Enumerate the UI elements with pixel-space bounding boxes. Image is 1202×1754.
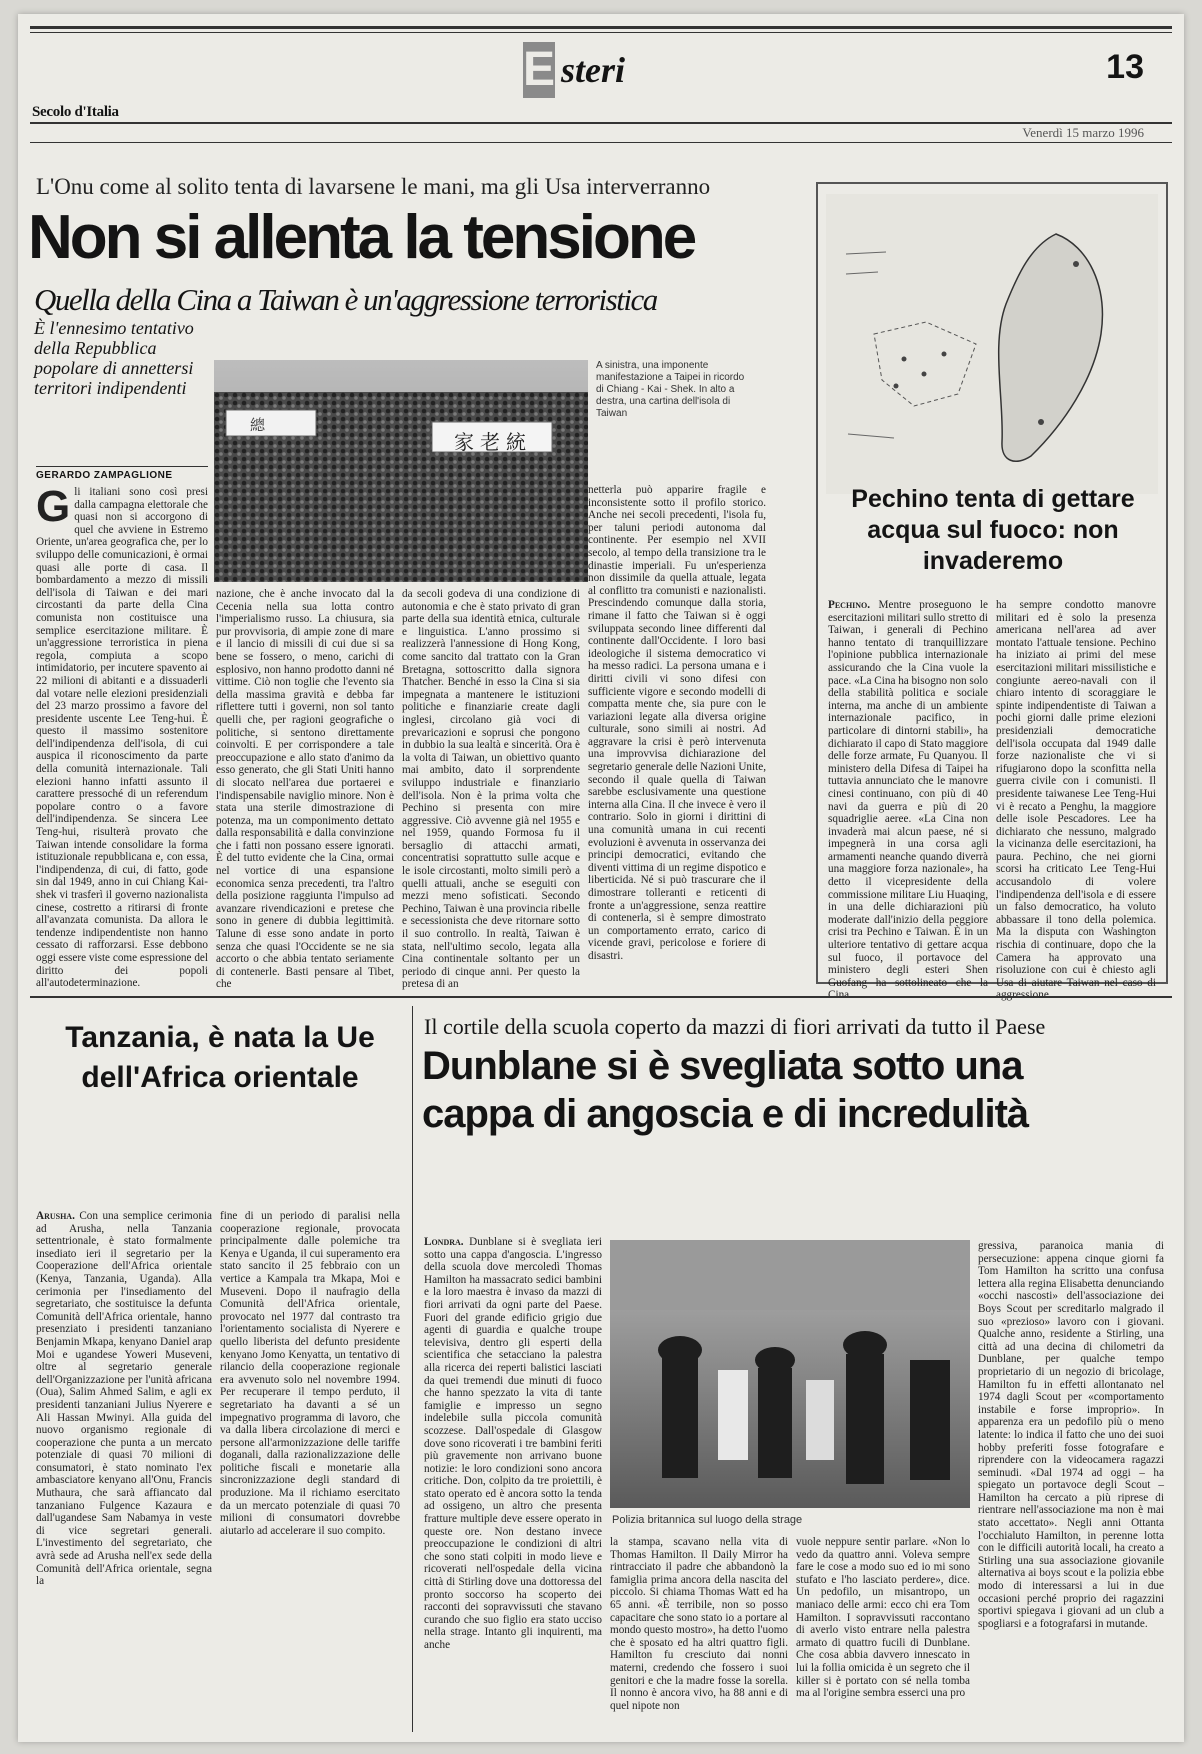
dunblane-dateline: Londra. (424, 1236, 464, 1248)
mid-divider (30, 996, 1172, 998)
side-headline: Pechino tenta di gettare acqua sul fuoco: non invaderemo (851, 485, 1135, 575)
banner-right-text: 家老統 (454, 430, 532, 454)
section-name: steri (561, 50, 626, 90)
main-column-3 (402, 588, 580, 991)
tanzania-column-1-text: Con una semplice cerimonia ad Arusha, nella Tanzania settentrionale, è stato formalmente insediato ieri il segretario per la Cooperazione dell'Africa orientale (Kenya, Tanzania, Uganda). Alla cerimonia per l'insediamento del segretariato, che sostituisce la defunta Comunità dell'Africa orientale, hanno presenziato i presidenti tanzaniano Benjamin Mkapa, kenyano Daniel arap Moi e ugandese Yoweri Museveni, oltre al segretario generale dell'Organizzazione per l'unità africana (Oua), Salim Ahmed Salim, e agli ex presidenti tanzaniani Julius Nyerere e Ali Hassan Mwinyi. Alla guida del nuovo organismo regionale di cooperazione che punta a un mercato potenziale di quasi 70 milioni di consumatori, è stato nominato l'ex ambasciatore kenyano all'Onu, Francis Muthaura, che sarà affiancato dal tanzaniano Fulgence Kazaura e dall'ugandese Sam Nabamya in veste di vice segretari generali. L'investimento del segretariato, che avrà sede ad Arusha nell'ex sede della Comunità dell'Africa orientale, segna la (36, 1210, 212, 1588)
main-column-4-text: netterla può apparire fragile e inconsistente sotto il profilo storico. Anche nei secoli precedenti, l'isola fu, per taluni periodi autonoma dal continente. Per esempio nel XVII secolo, al tempo della transizione tra le dinastie imperiali. Fu un'esperienza non dissimile da quella attuale, legata al conflitto tra comunisti e nazionalisti. Prescindendo comunque dalla storia, rimane il fatto che Taiwan si è oggi sviluppata secondo linee differenti dal continente dall'Occidente. I loro basi ideologiche il sistema democratico vi ha messo radici. La persona umana e i diritti civili vi sono difesi con sufficiente vigore e secondo modelli di compatta mente che, sia pure con le variazioni legate alla diversa origine culturale, sono simili ai nostri. Ad aggravare la crisi è però intervenuta una improvvisa dichiarazione del segretario generale delle Nazioni Unite, secondo il quale quella di Taiwan sarebbe esclusivamente una questione interna alla Cina. Il che invece è vero il contrario. Solo in giorni i dirittini di una comunità umana in cui recenti evoluzioni è avvenuta in osservanza dei principi democratici, evitando che diventi vittima di un regime dispotico e liberticida. Né si può trascurare che il dimostrare tolleranti e reticenti di fronte a un'aggressione, senza reattire di contenerla, si è sempre dimostrato un comportamento errato, carico di vicende gravi, pericolose e foriere di disastri. (588, 484, 767, 962)
main-subheadline: Quella della Cina a Taiwan è un'aggressione terroristica (34, 282, 657, 317)
main-column-1-text: li italiani sono così presi dalla campagna elettorale che quasi non si accorgono di quel che avviene in Estremo Oriente, un'area geografica che, per lo sviluppo delle comunicazioni, è ormai quasi alle porte di casa. Il bombardamento a mezzo di missili dell'isola di Taiwan e dei mari circostanti da parte della Cina comunista non costituisce una semplice esercitazione militare. È un'aggressione terroristica in piena regola, compiuta a scopo intimidatorio, per incutere spavento ai 22 milioni di abitanti e a dissuaderli dal votare nelle elezioni presidenziali del 23 marzo prossimo a favore del presidente uscente Lee Teng-hui. È questo il massimo sostenitore dell'indipendenza dell'isola, di cui auspica il riconoscimento da parte della comunità internazionale. Tali elezioni hanno infatti assunto il carattere pressoché di un referendum popolare contro o a favore dell'indipendenza. Se sincera Lee Teng-hui, risulterà provato che Taiwan intende consolidare la forma istituzionale repubblicana e, con essa, l'indipendenza, di cui, di fatto, gode sin dal 1949, anno in cui Chiang Kai-shek vi trasferì il governo nazionalista cinese, costretto a ritirarsi di fronte all'avanzata comunista. Da allora le tendenze indipendentiste non hanno cessato di rafforzarsi. Esse debbono oggi essere viste come espressione del diritto dei popoli all'autodeterminazione. (36, 486, 208, 990)
side-column-2-text: ha sempre condotto manovre militari ed è solo la presenza americana nell'area ad aver montato l'attuale tensione. Pechino ha iniziato ai primi del mese esercitazioni militari missilistiche e congiunte aereo-navali con il chiaro intento di scoraggiare le spinte indipendentiste di Taiwan a pochi giorni dalle prime elezioni presidenziali democratiche dell'isola occupata dal 1949 dalle forze nazionaliste che vi si rifugiarono dopo la sconfitta nella guerra civile con i comunisti. Il presidente taiwanese Lee Teng-Hui vi è recato a Penghu, la maggiore delle isole Pescadores. Lee ha dichiarato che nessuno, malgrado la vicinanza delle esercitazioni, ha paura. Pechino, che nei giorni scorsi ha criticato Lee Teng-Hui accusandolo di volere l'indipendenza dell'isola e di essere un falso democratico, ha voluto abbassare il tono della polemica. Ma la disputa con Washington rischia di continuare, dopo che la Camera ha approvato una risoluzione con cui è chiesto agli Usa di aiutare Taiwan nel caso di (996, 599, 1156, 989)
photo-caption-dunblane: Polizia britannica sul luogo della strage (612, 1514, 803, 1526)
main-column-1 (36, 482, 208, 990)
header-top-rule (30, 26, 1172, 29)
tanzania-column-2 (220, 1210, 400, 1732)
dunblane-column-4-text: gressiva, paranoica mania di persecuzione: appena cinque giorni fa Tom Hamilton ha scritto una confusa lettera alla regina Elisabetta denunciando «occhi nascosti» dell'associazione dei Boys Scout per screditarlo malgrado il suo «prezioso» lavoro con i giovani. Qualche anno, residente a Stirling, una città ad una decina di chilometri da Dunblane, per qualche tempo proprietario di un negozio di bricolage, Hamilton fu in effetti allontanato nel 1974 dagli Scout per «comportamento instabile e forse improprio». In apparenza era un pedofilo più o meno latente: lo indica il fatto che uno dei suoi hobby preferiti fosse fotografare e riprendere con la videocamera ragazzi seminudi. «Dal 1974 ad oggi – ha spiegato un portavoce degli Scout – Hamilton ha cercato a più riprese di rientrare nell'associazione ma non è mai stato accettato». Negli anni Ottanta l'occhialuto Hamilton, in perenne lotta con le difficili autorità locali, ha creato a Stirling una sua associazione giovanile alternativa ai boys scout e la polizia ebbe modo di interessarsi a lui in due occasioni perché proprio dei ragazzini sportivi spiegava i giovani ad un club a spogliarsi e a fotografarsi in mutande. (978, 1240, 1164, 1630)
side-column-1-text: Mentre proseguono le esercitazioni militari sullo stretto di Taiwan, i generali di Pechino hanno tentato di tranquillizzare l'opinione pubblica internazionale assicurando che la Cina vuole la pace. «La Cina ha bisogno non solo della stabilità politica e sociale interna, ma anche di un ambiente internazionale pacifico, in particolare di dintorni stabili», ha dichiarato il capo di Stato maggiore delle forze armate, Fu Quanyou. Il ministero della Difesa di Taipei ha tuttavia annunciato che le manovre cinesi continuano, con più di 40 navi da guerra e più di 20 squadriglie aeree. «La Cina non invaderà mai alcun paese, né si impegnerà in una corsa agli armamenti neanche quando diverrà una maggiore forza nazionale», ha detto il vicepresidente della commissione militare Liu Huaqing, in una delle dichiarazioni più moderate dall'inizio della peggiore crisi tra Pechino e Taiwan. È in un ulteriore tentativo di gettare acqua sul fuoco, il portavoce del ministero degli esteri Shen Guofang ha sottolineato che la (828, 599, 989, 989)
main-column-3-text: da secoli godeva di una condizione di autonomia e che è stato privato di gran parte della sua identità etnica, culturale e linguistica. L'anno prossimo si realizzerà l'annessione di Hong Kong, come sancito dal trattato con la Gran Bretagna, sottoscritto dalla signora Thatcher. Benché in esso la Cina si sia impegnata a mantenere le istituzioni politiche e finanziarie create dagli inglesi, circolano già voci di prevaricazioni e soprusi che pongono in dubbio la sua lealtà e sincerità. Ora è la volta di Taiwan, un obiettivo quanto mai ambito, dato il sorprendente sviluppo industriale e finanziario dell'isola. Non è la prima volta che Pechino si presenta con mire aggressive. Ciò avvenne già nel 1955 e nel 1959, quando Formosa fu il bersaglio di attacchi armati, concentratisi soprattutto sulle acque e le isole circostanti, molto simili però a quelli attuali, anche se eseguiti con mezzi meno sofisticati. Secondo Pechino, Taiwan è una provincia ribelle e secessionista che deve ritornare sotto il suo controllo. In realtà, Taiwan è stata, nell'ultimo secolo, legata alla Cina continentale soltanto per un periodo di cinque anni. Per questo la pretesa di an (402, 588, 580, 991)
header-top-rule-thin (30, 32, 1172, 33)
tanzania-headline: Tanzania, è nata la Ue dell'Africa orientale (65, 1021, 375, 1094)
taipei-rally-photo (214, 360, 588, 582)
taiwan-map (826, 194, 1158, 494)
tanzania-column-2-text: fine di un periodo di paralisi nella cooperazione regionale, provocata principalmente dalle polemiche tra Kenya e Uganda, il cui superamento era stato sancito il 25 febbraio con un vertice a Kampala tra Mkapa, Moi e Museveni. Dopo il naufragio della Comunità dell'Africa orientale, provocato nel 1977 dal contrasto tra l'orientamento socialista di Nyerere e quello liberista del defunto presidente kenyano Jomo Kenyatta, un tentativo di rilancio della cooperazione regionale era avvenuto solo nel novembre 1994. Per recuperare il tempo perduto, il segretariato ha davanti a sé un impegnativo programma di lavoro, che va dalla libera circolazione di merci e persone all'armonizzazione delle tariffe doganali, dalla razionalizzazione delle politiche fiscali e monetarie alla sincronizzazione degli standard di produzione. Ma il richiamo esercitato da un mercato potenziale di quasi 70 milioni di consumatori dovrebbe aiutarlo ad accelerare il suo compito. (220, 1210, 400, 1537)
vertical-divider (412, 1006, 413, 1732)
main-column-4 (588, 484, 766, 986)
side-dateline: Pechino. (828, 599, 871, 611)
section-letter: E (523, 43, 556, 96)
masthead-rule (30, 122, 1172, 124)
main-summary: È l'ennesimo tentativo della Repubblica popolare di annettersi territori indipendenti (34, 318, 194, 398)
dunblane-column-4 (978, 1240, 1164, 1732)
photo-caption-taipei: A sinistra, una imponente manifestazione a Taipei in ricordo di Chiang - Kai - Shek. In alto a destra, una cartina dell'isola di Taiwan (596, 360, 745, 419)
dunblane-police-photo (610, 1240, 970, 1508)
issue-date: Venerdì 15 marzo 1996 (1022, 125, 1144, 140)
dunblane-column-3 (796, 1536, 970, 1732)
main-byline: GERARDO ZAMPAGLIONE (36, 466, 208, 481)
side-column-1 (828, 599, 989, 989)
main-column-2 (216, 588, 394, 991)
tanzania-column-1 (36, 1210, 212, 1732)
date-rule (30, 142, 1172, 143)
masthead: Secolo d'Italia (32, 104, 119, 120)
dunblane-column-1-text: Dunblane si è svegliata ieri sotto una cappa d'angoscia. L'ingresso della scuola dove mercoledì Thomas Hamilton ha massacrato sedici bambini e la loro maestra è invaso da mazzi di fiori arrivati da ogni parte del Paese. Fuori del grande edificio grigio due agenti di guardia e qualche troupe televisiva, dentro gli esperti della scientifica che setacciano la palestra alla ricerca dei reperti balistici lasciati da quei tremendi due minuti di fuoco che hanno spezzato la vita di tante famiglie e impresso un segno indelebile sulla piccola comunità scozzese. Dall'ospedale di Glasgow dove sono ricoverati i tre bambini feriti più gravemente non arrivano buone notizie: le loro condizioni sono ancora critiche. Don, colpito da tre proiettili, è stato operato ed è ancora sotto la tenda ad ossigeno, un altro che presenta fratture multiple deve essere operato in queste ore. Non destano invece preoccupazione le condizioni di altri che sono stati colpiti in modo lieve e ricoverati nell'ospedale della vicina città di Stirling dove una dottoressa del pronto soccorso ha scoperto dei racconti dei sopravvissuti che stavano curando che suo figlio era stato ucciso nella strage. Intanto gli inquirenti, ma anche (424, 1236, 602, 1651)
main-headline: Non si allenta la tensione (28, 203, 695, 272)
dunblane-column-2-text: la stampa, scavano nella vita di Thomas Hamilton. Il Daily Mirror ha rintracciato il padre che abbandonò la famiglia prima ancora della nascita del piccolo. Si chiama Thomas Watt ed ha 65 anni. «È terribile, non so posso capacitare che sono stato io a portare al mondo questo mostro», ha detto l'uomo che è sposato ed ha altri quattro figli. Hamilton fu cresciuto dai nonni materni, credendo che fossero i suoi genitori e che la madre fosse la sorella. Il nonno è ancora vivo, ha 88 anni e di quel nipote non (610, 1536, 788, 1712)
drop-cap: G (36, 482, 71, 531)
section-title (523, 42, 743, 102)
main-column-2-text: nazione, che è anche invocato dal la Cecenia nella sua lotta contro l'imperialismo russo. La chiusura, sia pur provvisoria, di ampie zone di mare e il lancio di missili di cui due si sa bene se fossero, o meno, carichi di esplosivo, non hanno prodotto danni né vittime. Ciò non toglie che l'evento sia della massima gravità e debba far riflettere tutti i governi, non sol tanto quelli che, per ragioni geografiche o politiche, si sentono direttamente coinvolti. E per corrispondere a tale preoccupazione e allo stato d'animo da esso generato, che gli Stati Uniti hanno di slocato nell'area due portaerei e l'indispensabile naviglio minore. Non è stata una sterile dimostrazione di potenza, ma un componimento dettato dalla responsabilità e dalla convinzione che i fatti non possano essere ignorati. È del tutto evidente che la Cina, ormai nel vortice di una espansione economica senza precedenti, tra l'altro della posizione raggiunta l'impulso ad avanzare rivendicazioni e pretese che sono in genere di dubbia legittimità. Talune di esse sono andate in porto senza che quasi l'Occidente se ne sia accorto o che abbia tentato seriamente di contenerle. Basti pensare al Tibet, che (216, 588, 394, 991)
crowd-photo-graphic (214, 360, 588, 582)
dunblane-column-3-text: vuole neppure sentir parlare. «Non lo vedo da quattro anni. Voleva sempre fare le cose a modo suo ed io mi sono stufato e l'ho lasciato perdere», dice. Un pedofilo, un misantropo, un maniaco delle armi: ecco chi era Tom Hamilton. I sopravvissuti raccontano di averlo visto entrare nella palestra armato di quattro fucili di Dunblane. Che cosa abbia davvero innescato in lui la follia omicida è un segreto che il killer si è portato con sé nella tomba ma al l'origine sembra esserci una pro (796, 1536, 970, 1700)
taiwan-map-graphic (826, 194, 1158, 494)
side-column-2 (996, 599, 1156, 989)
dunblane-kicker: Il cortile della scuola coperto da mazzi di fiori arrivati da tutto il Paese (424, 1014, 1046, 1039)
main-kicker: L'Onu come al solito tenta di lavarsene le mani, ma gli Usa interverranno (36, 174, 711, 199)
tanzania-dateline: Arusha. (36, 1210, 75, 1222)
police-photo-graphic (610, 1240, 970, 1508)
banner-left-text: 總 (250, 416, 266, 434)
dunblane-column-1 (424, 1236, 602, 1732)
newspaper-page (18, 14, 1184, 1742)
page-number: 13 (1106, 48, 1144, 86)
dunblane-headline: Dunblane si è svegliata sotto una cappa di angoscia e di incredulità (422, 1044, 1029, 1136)
dunblane-column-2 (610, 1536, 788, 1732)
